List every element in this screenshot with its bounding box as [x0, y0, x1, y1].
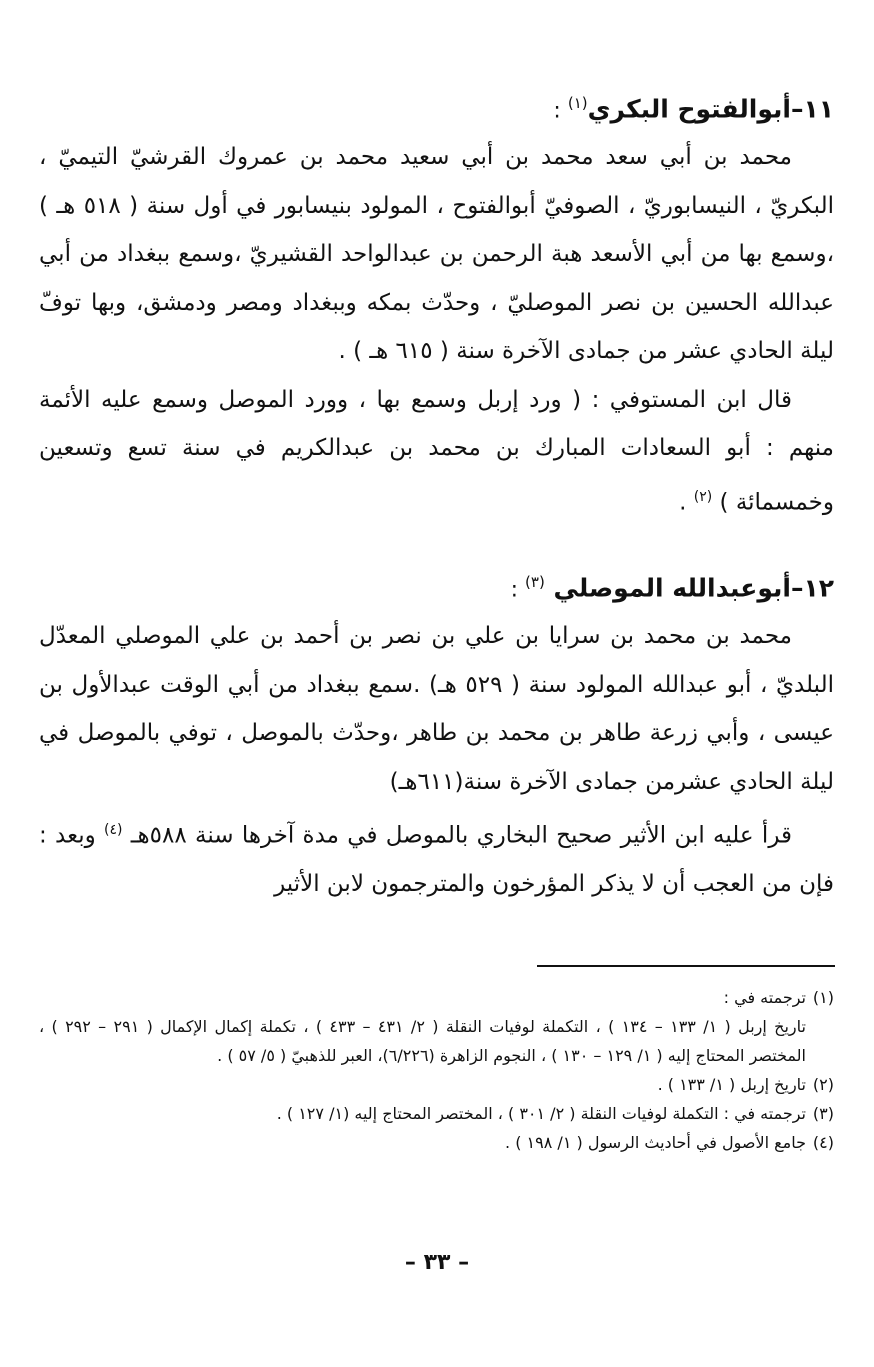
footnote-item	[39, 983, 834, 1012]
page-number: – ٣٣ –	[404, 1250, 470, 1275]
entry-title: أبوعبدالله الموصلي	[553, 573, 791, 603]
entry-number: ١٢–	[790, 573, 834, 603]
footnote-text: تاريخ إربل ( ١/ ١٣٣ – ١٣٤ ) ، التكملة لوفيات النقلة ( ٢/ ٤٣١ – ٤٣٣ ) ، تكملة إكمال الإكمال ( ٢٩١ – ٢٩٢ ) ، المختصر المحتاج إليه ( ١/ ١٢٩ – ١٣٠ ) ، النجوم الزاهرة (٦/٢٢٦)، العبر للذهبيّ ( ٥/ ٥٧ ) .	[39, 1017, 806, 1065]
entry-paragraph: محمد بن أبي سعد محمد بن أبي سعيد محمد بن عمروك القرشيّ التيميّ ، البكريّ ، النيسابوريّ ، الصوفيّ أبوالفتوح ، المولود بنيسابور في أول سنة ( ٥١٨ هـ ) ،وسمع بها من أبي الأسعد هبة الرحمن بن عبدالواحد القشيريّ ،وسمع ببغداد من أبي عبدالله الحسين بن نصر الموصليّ ، وحدّث بمكه وببغداد ومصر ودمشق، وبها توفّ ليلة الحادي عشر من جمادى الآخرة سنة ( ٦١٥ هـ ) .	[39, 144, 834, 364]
footnote-ref: (٣)	[525, 573, 545, 591]
entry-11-heading	[39, 86, 834, 128]
footnote-ref: (١)	[567, 94, 588, 112]
footnote-number: (٢)	[812, 1075, 834, 1094]
footnote-item	[39, 1070, 834, 1099]
paragraph-start: قرأ عليه ابن الأثير صحيح البخاري بالموصل في مدة آخرها سنة ٥٨٨هـ	[130, 822, 793, 849]
paragraph-end: .	[679, 489, 694, 516]
footnote-number: (١)	[812, 988, 834, 1007]
heading-colon: :	[553, 98, 568, 124]
footnote-ref: (٢)	[693, 488, 713, 505]
footnote-text: تاريخ إربل ( ١/ ١٣٣ ) .	[657, 1075, 806, 1094]
entry-paragraph	[39, 806, 834, 909]
entry-12-body	[39, 612, 834, 909]
footnote-text: ترجمته في :	[723, 988, 806, 1007]
footnote-separator	[537, 965, 835, 967]
heading-colon: :	[510, 577, 526, 603]
entry-11-body	[39, 133, 834, 527]
entry-12-heading	[39, 565, 834, 607]
footnote-number: (٤)	[812, 1133, 834, 1152]
footnote-number: (٣)	[812, 1104, 834, 1123]
entry-title: أبوالفتوح البكري	[587, 94, 791, 124]
entry-paragraph: محمد بن محمد بن سرايا بن علي بن نصر بن أحمد بن علي الموصلي المعدّل البلديّ ، أبو عبدالله المولود سنة ( ٥٢٩ هـ) .سمع ببغداد من أبي الوقت عبدالأول بن عيسى ، وأبي زرعة طاهر بن محمد بن طاهر ،وحدّث بالموصل ، توفي بالموصل في ليلة الحادي عشرمن جمادى الآخرة سنة(٦١١هـ)	[39, 623, 834, 795]
footnote-text: جامع الأصول في أحاديث الرسول ( ١/ ١٩٨ ) .	[505, 1133, 806, 1152]
footnote-ref: (٤)	[104, 822, 123, 838]
paragraph-end: وبعد : فإن من العجب أن لا يذكر المؤرخون والمترجمون لابن الأثير	[39, 822, 834, 898]
footnote-item	[39, 1128, 834, 1157]
footnotes	[39, 983, 834, 1157]
quote-text: قال ابن المستوفي : ( ورد إربل وسمع بها ، وورد الموصل وسمع عليه الأئمة منهم : أبو السعادات المبارك بن محمد بن عبدالكريم في سنة تسع وتسعين وخمسمائة )	[39, 386, 834, 516]
entry-paragraph	[39, 376, 834, 527]
footnote-item	[39, 1099, 834, 1128]
entry-number: ١١–	[790, 94, 834, 124]
footnote-text: ترجمته في : التكملة لوفيات النقلة ( ٢/ ٣٠١ ) ، المختصر المحتاج إليه (١/ ١٢٧ ) .	[276, 1104, 806, 1123]
